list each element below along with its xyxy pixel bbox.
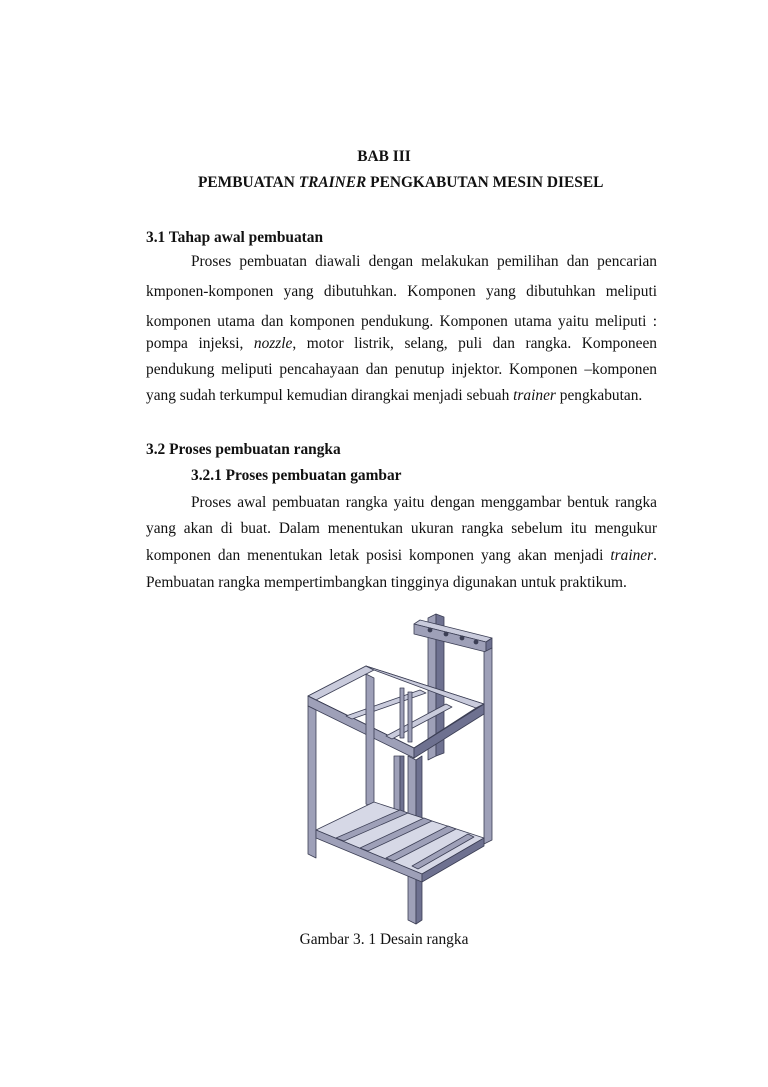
text-run: komponen dan menentukan letak posisi komponen yang akan menjadi xyxy=(146,547,611,564)
paragraph-line: pendukung meliputi pencahayaan dan penutup injektor. Komponen –komponen xyxy=(146,361,657,378)
chapter-title-part: PENGKABUTAN MESIN DIESEL xyxy=(366,174,604,191)
right-leg xyxy=(484,648,492,844)
frame-structure xyxy=(308,614,492,924)
chapter-title-emphasis: TRAINER xyxy=(298,174,367,191)
text-run: . xyxy=(653,547,657,564)
paragraph-line: Pembuatan rangka mempertimbangkan tingginya digunakan untuk praktikum. xyxy=(146,574,627,591)
mount-post xyxy=(408,692,412,742)
paragraph-line: kmponen-komponen yang dibutuhkan. Komponen yang dibutuhkan meliputi xyxy=(146,283,657,300)
paragraph-line: Proses awal pembuatan rangka yaitu dengan menggambar bentuk rangka xyxy=(191,494,657,511)
text-run: pengkabutan. xyxy=(555,387,643,404)
chapter-label: BAB III xyxy=(357,148,411,165)
upper-frame-top-right xyxy=(414,704,484,748)
chapter-title xyxy=(198,173,603,193)
bolt-hole xyxy=(460,636,464,640)
front-left-leg xyxy=(308,706,316,858)
figure-caption: Gambar 3. 1 Desain rangka xyxy=(299,931,469,948)
chapter-title-part: PEMBUATAN xyxy=(198,174,299,191)
text-run-italic: nozzle xyxy=(253,335,293,352)
upper-frame-front-left xyxy=(308,696,414,758)
text-run: yang sudah terkumpul kemudian dirangkai menjadi sebuah xyxy=(146,387,514,404)
section-heading: 3.1 Tahap awal pembuatan xyxy=(146,229,324,246)
paragraph-line xyxy=(146,546,657,566)
bolt-hole xyxy=(428,628,432,632)
paragraph-line: yang akan di buat. Dalam menentukan ukuran rangka sebelum itu mengukur xyxy=(146,520,657,537)
text-run-italic: trainer xyxy=(513,387,556,404)
paragraph-line: Proses pembuatan diawali dengan melakukan pemilihan dan pencarian xyxy=(191,253,657,270)
frame-design-figure xyxy=(296,608,506,930)
upper-frame-back-right xyxy=(366,666,484,708)
section-heading: 3.2 Proses pembuatan rangka xyxy=(146,441,341,458)
subsection-heading: 3.2.1 Proses pembuatan gambar xyxy=(191,467,402,484)
mount-post xyxy=(400,688,404,738)
paragraph-line xyxy=(146,386,642,406)
bolt-hole xyxy=(474,640,478,644)
bolt-hole xyxy=(444,632,448,636)
upper-frame-back-left xyxy=(308,666,374,700)
text-run-italic: trainer xyxy=(610,547,654,564)
paragraph-line xyxy=(146,334,657,354)
text-run: pompa injeksi, xyxy=(146,335,254,352)
text-run: , motor listrik, selang, puli dan rangka. Komponeen xyxy=(292,335,657,352)
upper-frame-top-left xyxy=(308,696,414,748)
back-left-leg xyxy=(366,674,374,808)
paragraph-line: komponen utama dan komponen pendukung. Komponen utama yaitu meliputi : xyxy=(146,313,657,330)
upper-cross-bar xyxy=(346,690,426,719)
upper-frame-front-right xyxy=(414,704,484,758)
